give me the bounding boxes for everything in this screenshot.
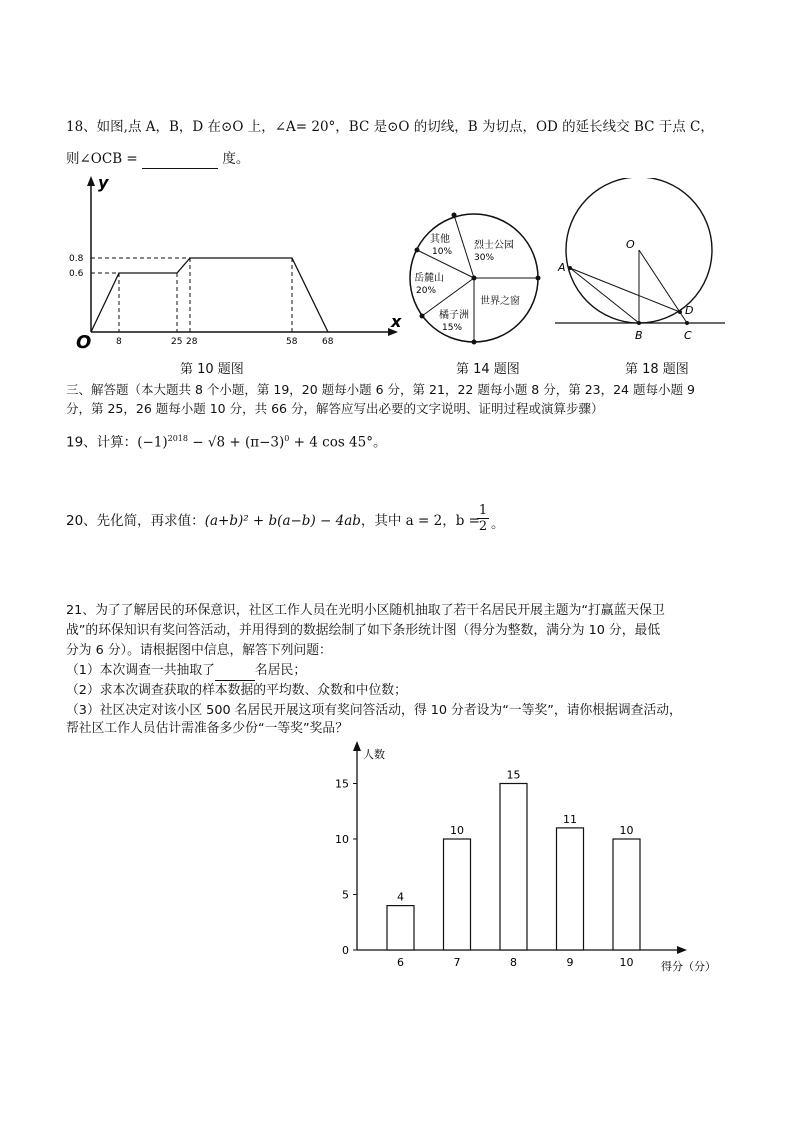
- chart-ylabel: 人数: [363, 748, 385, 761]
- fig18-caption: 第 18 题图: [625, 362, 689, 377]
- fig10-ytick-08: 0.8: [69, 254, 84, 264]
- fig18-label-o: O: [626, 238, 635, 251]
- y-tick-label-5: 5: [342, 888, 349, 902]
- fig14-slice-shijie-name: 世界之窗: [480, 296, 520, 307]
- chart-xlabel: 得分（分）: [661, 960, 716, 973]
- x-tick-label-10: 10: [619, 956, 634, 969]
- fig18-label-b: B: [635, 329, 643, 342]
- q21-sub1: [66, 662, 306, 681]
- q21-line2: 战”的环保知识有奖问答活动，并用得到的数据绘制了如下条形统计图（得分为整数，满分为 10 分，最低: [66, 623, 661, 638]
- fig10-xtick-25: 25: [171, 337, 183, 347]
- q19-expr2: − √8 + (π−3): [187, 434, 285, 451]
- q19-expr1: (−1): [137, 434, 168, 451]
- fig10-xtick-8: 8: [116, 337, 122, 347]
- q20-label: 20、先化简，再求值：: [66, 513, 205, 529]
- fig14-caption: 第 14 题图: [456, 362, 520, 377]
- fig14-slice-lieshi-pct: 30%: [474, 253, 495, 263]
- q21-sub3b: 帮社区工作人员估计需准备多少份“一等奖”奖品？: [66, 721, 348, 736]
- x-tick-label-7: 7: [453, 956, 461, 969]
- fig14-slice-other-name: 其他: [430, 234, 450, 245]
- q18-line2: [66, 150, 249, 169]
- bar-value-label-8: 15: [506, 768, 521, 782]
- q19-label: 19、计算：: [66, 434, 138, 451]
- y-tick-label-0: 0: [342, 944, 349, 957]
- x-tick-label-8: 8: [510, 956, 517, 969]
- q21-sub2: （2）求本次调查获取的样本数据的平均数、众数和中位数；: [66, 683, 407, 698]
- bar-8: [500, 784, 527, 951]
- fig14-slice-lieshi-name: 烈士公园: [474, 240, 514, 251]
- q21-sub1-prefix: （1）本次调查一共抽取了: [66, 663, 215, 678]
- fig10-graph: [66, 172, 406, 352]
- bar-value-label-7: 10: [450, 824, 464, 837]
- bar-value-label-10: 10: [619, 824, 634, 837]
- q19-exp2: 0: [284, 434, 290, 443]
- fig14-slice-juzi-pct: 15%: [442, 323, 463, 333]
- bar-9: [557, 828, 584, 950]
- fig10-caption: 第 10 题图: [180, 362, 244, 377]
- fig14-slice-yuelu-name: 岳麓山: [414, 273, 444, 284]
- bar-value-label-9: 11: [563, 812, 577, 826]
- bar-7: [444, 839, 471, 950]
- x-tick-label-9: 9: [566, 956, 574, 969]
- fig10-xtick-58: 58: [286, 337, 298, 347]
- q20-frac-den: 2: [478, 519, 488, 534]
- q21-bar-chart: [330, 738, 760, 983]
- q18-line2-prefix: 则∠OCB =: [66, 151, 138, 167]
- fig10-x-label: x: [391, 312, 402, 331]
- q19-expr3: + 4 cos 45°。: [289, 434, 387, 451]
- q21-sub1-suffix: 名居民；: [254, 663, 307, 678]
- q21-line1: 21、为了了解居民的环保意识，社区工作人员在光明小区随机抽取了若干名居民开展主题为“打赢蓝天保卫: [66, 603, 665, 618]
- q18-line1: 18、如图,点 A，B，D 在⊙O 上，∠A= 20°，BC 是⊙O 的切线，B 为切点，OD 的延长线交 BC 于点 C，: [66, 119, 714, 135]
- q21-sub3a: （3）社区决定对该小区 500 名居民开展这项有奖问答活动，得 10 分者设为“一等奖”，请你根据调查活动，: [66, 703, 682, 718]
- x-tick-label-6: 6: [397, 956, 404, 969]
- fig14-slice-juzi-name: 橘子洲: [439, 310, 469, 321]
- fig10-xtick-28: 28: [186, 337, 198, 347]
- y-tick-label-10: 10: [335, 833, 349, 846]
- q21-line3: 分为 6 分）。请根据图中信息，解答下列问题：: [66, 643, 332, 658]
- q20-expr: (a+b)² + b(a−b) − 4ab: [204, 513, 361, 529]
- fig14-pie: [404, 208, 544, 348]
- fig10-xtick-68: 68: [322, 337, 334, 347]
- fig10-ytick-06: 0.6: [69, 269, 84, 279]
- q20-frac-num: 1: [478, 503, 488, 518]
- q19-exp1: 2018: [167, 434, 188, 443]
- q18-answer-blank[interactable]: [142, 150, 218, 169]
- q20-fraction: [477, 503, 489, 534]
- bar-value-label-6: 4: [397, 890, 404, 904]
- fig18-label-d: D: [685, 304, 694, 317]
- y-tick-label-15: 15: [335, 777, 349, 791]
- bar-10: [613, 839, 640, 950]
- fig18-label-c: C: [684, 329, 692, 342]
- section3-line1: 三、解答题（本大题共 8 个小题，第 19，20 题每小题 6 分，第 21，22 题每小题 8 分，第 23，24 题每小题 9: [66, 382, 695, 397]
- fig14-slice-yuelu-pct: 20%: [416, 286, 437, 296]
- fig10-origin: O: [76, 332, 92, 352]
- fig10-y-label: y: [98, 173, 109, 192]
- fig18-circle: [550, 178, 730, 350]
- bar-6: [387, 906, 414, 950]
- q21-answer-blank[interactable]: [215, 662, 255, 681]
- q20-line: [66, 512, 480, 530]
- fig18-label-a: A: [558, 261, 566, 274]
- q20-cond: ，其中 a = 2，b =: [360, 513, 480, 529]
- fig14-slice-other-pct: 10%: [432, 247, 453, 257]
- q19-line: [66, 430, 387, 452]
- q20-end: 。: [491, 516, 505, 532]
- q18-line2-suffix: 度。: [222, 151, 250, 167]
- section3-line2: 分，第 25，26 题每小题 10 分，共 66 分，解答应写出必要的文字说明、证明过程或演算步骤）: [66, 401, 604, 416]
